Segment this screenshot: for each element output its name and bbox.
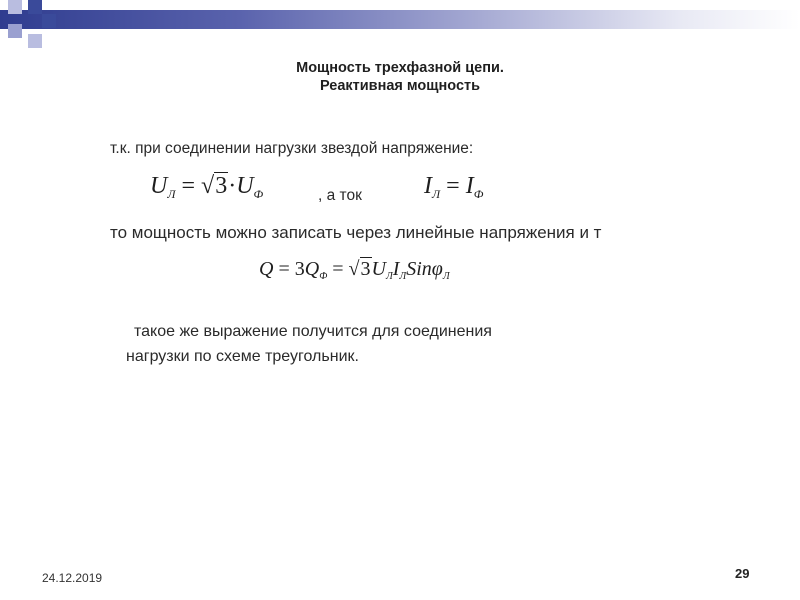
current-text: , а ток <box>318 187 362 204</box>
current-formula: $I_Л = I_Ф$ <box>424 173 484 201</box>
title-line-1: Мощность трехфазной цепи. <box>296 60 504 76</box>
sqrt-symbol: √3 <box>201 173 228 199</box>
square-2 <box>28 0 42 14</box>
footer-text-line-1: такое же выражение получится для соединения <box>134 323 492 340</box>
slide-date: 24.12.2019 <box>42 571 103 585</box>
title-line-2: Реактивная мощность <box>319 78 481 94</box>
top-decorative-bar <box>0 10 800 29</box>
power-formula: $Q = 3Q_Ф = √3U_ЛI_ЛSin\varphi_Л$ <box>259 258 450 282</box>
square-1 <box>8 0 22 14</box>
slide-title <box>0 59 800 95</box>
square-3 <box>42 14 56 28</box>
line-power-text: то мощность можно записать через линейные напряжения и т <box>110 223 602 242</box>
page-number: 29 <box>735 566 750 581</box>
voltage-formula: $U_Л = √3\cdot U_Ф$ <box>150 173 264 201</box>
square-4 <box>8 24 22 38</box>
intro-text: т.к. при соединении нагрузки звездой напряжение: <box>110 140 474 157</box>
footer-text-line-2: нагрузки по схеме треугольник. <box>126 348 359 365</box>
square-5 <box>28 34 42 48</box>
